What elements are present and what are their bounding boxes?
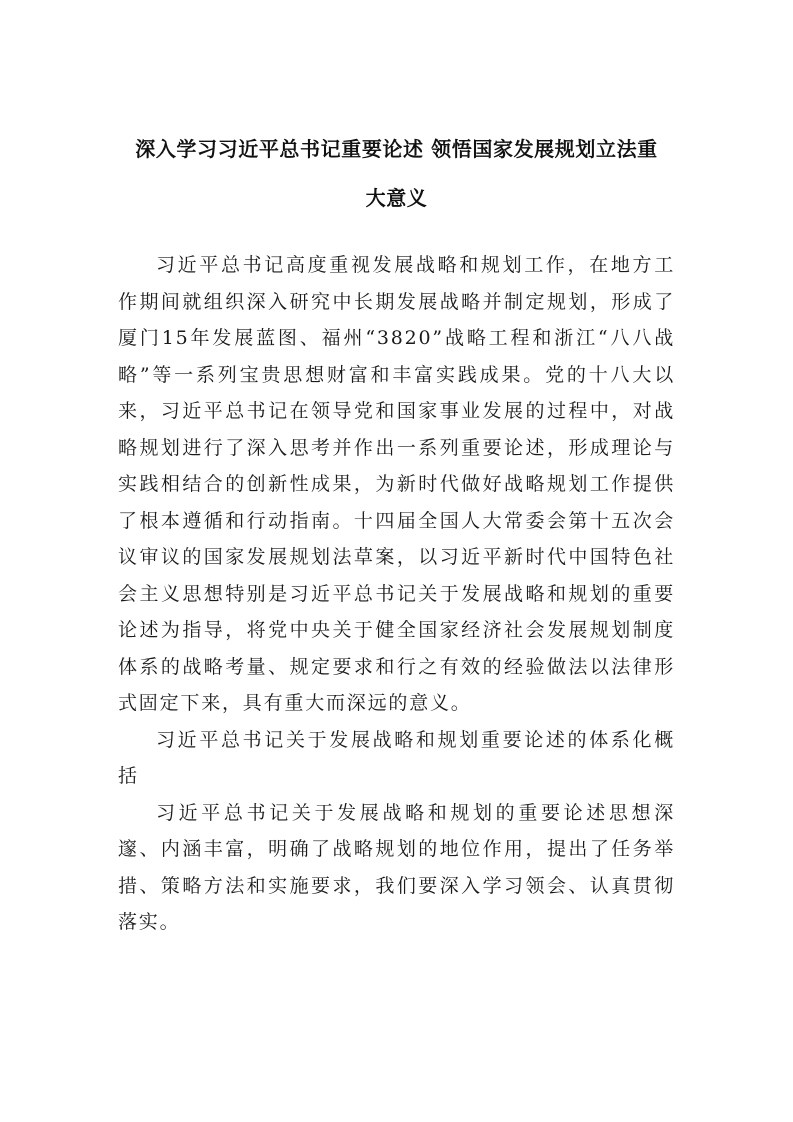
- document-body: [118, 247, 675, 941]
- document-title-line-2: 大意义: [365, 186, 428, 210]
- section-heading: 习近平总书记关于发展战略和规划重要论述的体系化概括: [118, 728, 675, 787]
- document-title-line-1: 深入学习习近平总书记重要论述 领悟国家发展规划立法重: [135, 137, 658, 161]
- body-paragraph-intro: 习近平总书记高度重视发展战略和规划工作，在地方工作期间就组织深入研究中长期发展战略并制定规划，形成了厦门15年发展蓝图、福州“3820”战略工程和浙江“八八战略”等一系列宝贵思想财富和丰富实践成果。党的十八大以来，习近平总书记在领导党和国家事业发展的过程中，对战略规划进行了深入思考并作出一系列重要论述，形成理论与实践相结合的创新性成果，为新时代做好战略规划工作提供了根本遵循和行动指南。十四届全国人大常委会第十五次会议审议的国家发展规划法草案，以习近平新时代中国特色社会主义思想特别是习近平总书记关于发展战略和规划的重要论述为指导，将党中央关于健全国家经济社会发展规划制度体系的战略考量、规定要求和行之有效的经验做法以法律形式固定下来，具有重大而深远的意义。: [118, 254, 675, 714]
- body-paragraph-summary: 习近平总书记关于发展战略和规划的重要论述思想深邃、内涵丰富，明确了战略规划的地位作用，提出了任务举措、策略方法和实施要求，我们要深入学习领会、认真贯彻落实。: [118, 801, 675, 933]
